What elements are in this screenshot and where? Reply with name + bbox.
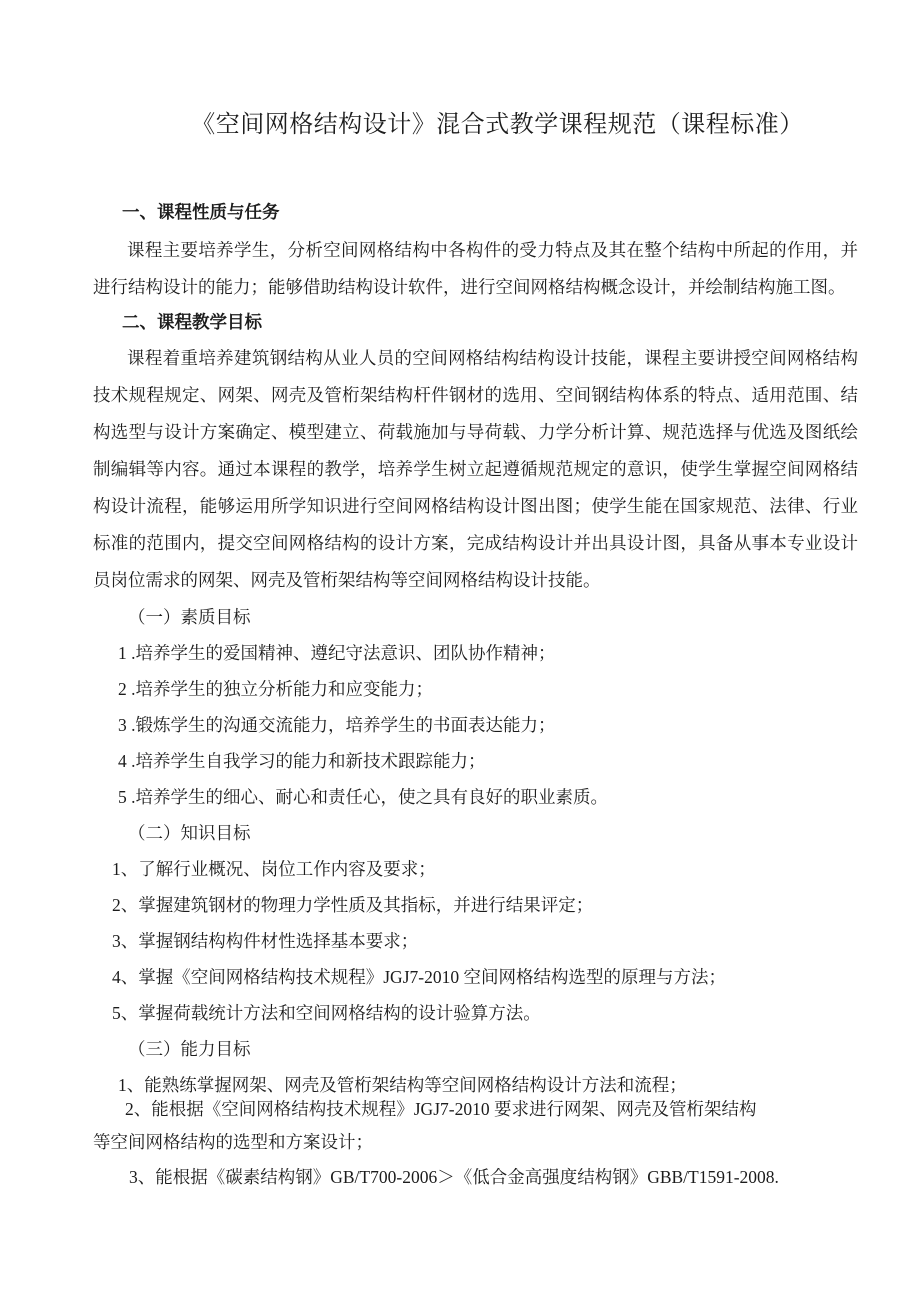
section-1-heading: 一、课程性质与任务 [122, 202, 280, 222]
ability-goal-item: 1、能熟练掌握网架、网壳及管桁架结构等空间网格结构设计方法和流程； [118, 1075, 687, 1095]
section-1-paragraph: 课程主要培养学生，分析空间网格结构中各构件的受力特点及其在整个结构中所起的作用，并进行结构设计的能力；能够借助结构设计软件，进行空间网格结构概念设计，并绘制结构施工图。 [93, 240, 858, 297]
quality-goal-item: 5 .培养学生的细心、耐心和责任心，使之具有良好的职业素质。 [118, 787, 608, 807]
ability-goal-item: 3、能根据《碳素结构钢》GB/T700-2006＞《低合金高强度结构钢》GBB/T1591-2008. [129, 1167, 779, 1187]
ability-goals-heading: （三）能力目标 [128, 1039, 251, 1059]
ability-goal-item: 2、能根据《空间网格结构技术规程》JGJ7-2010 要求进行网架、网壳及管桁架结构 [125, 1099, 757, 1119]
knowledge-goals-heading: （二）知识目标 [128, 823, 251, 843]
knowledge-goal-item: 3、掌握钢结构构件材性选择基本要求； [112, 931, 419, 951]
knowledge-goal-item: 5、掌握荷载统计方法和空间网格结构的设计验算方法。 [112, 1003, 541, 1023]
quality-goal-item: 2 .培养学生的独立分析能力和应变能力； [118, 679, 433, 699]
knowledge-goal-item: 1、了解行业概况、岗位工作内容及要求； [112, 859, 436, 879]
ability-goal-item-continuation: 等空间网格结构的选型和方案设计； [93, 1132, 373, 1152]
quality-goals-heading: （一）素质目标 [128, 607, 251, 627]
document-title: 《空间网格结构设计》混合式教学课程规范（课程标准） [191, 112, 804, 138]
quality-goal-item: 3 .锻炼学生的沟通交流能力，培养学生的书面表达能力； [118, 715, 556, 735]
knowledge-goal-item: 4、掌握《空间网格结构技术规程》JGJ7-2010 空间网格结构选型的原理与方法； [112, 967, 726, 987]
knowledge-goal-item: 2、掌握建筑钢材的物理力学性质及其指标，并进行结果评定； [112, 895, 594, 915]
section-2-paragraph: 课程着重培养建筑钢结构从业人员的空间网格结构结构设计技能，课程主要讲授空间网格结构技术规程规定、网架、网壳及管桁架结构杆件钢材的选用、空间钢结构体系的特点、适用范围、结构选型与设计方案确定、模型建立、荷载施加与导荷载、力学分析计算、规范选择与优选及图纸绘制编辑等内容。通过本课程的教学，培养学生树立起遵循规范规定的意识，使学生掌握空间网格结构设计流程，能够运用所学知识进行空间网格结构设计图出图；使学生能在国家规范、法律、行业标准的范围内，提交空间网格结构的设计方案，完成结构设计并出具设计图，具备从事本专业设计员岗位需求的网架、网壳及管桁架结构等空间网格结构设计技能。 [93, 348, 858, 590]
quality-goal-item: 4 .培养学生自我学习的能力和新技术跟踪能力； [118, 751, 486, 771]
section-2-heading: 二、课程教学目标 [122, 312, 262, 332]
quality-goal-item: 1 .培养学生的爱国精神、遵纪守法意识、团队协作精神； [118, 643, 556, 663]
